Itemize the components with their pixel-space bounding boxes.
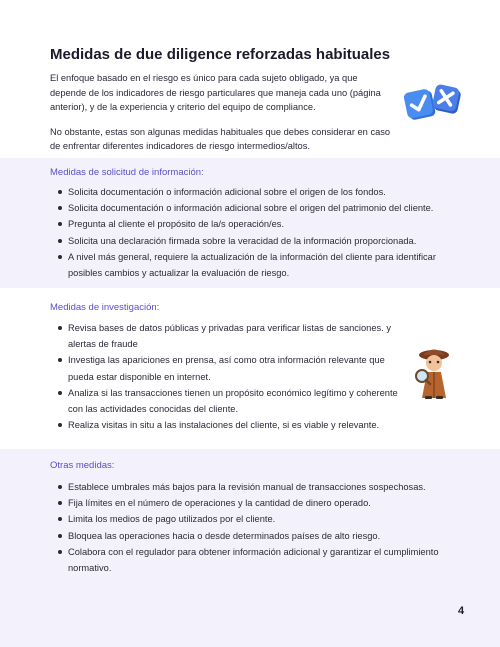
page-title: Medidas de due diligence reforzadas habituales [50,46,391,63]
bullet-list [56,184,466,281]
list-item: Fija límites en el número de operaciones y la cantidad de dinero operado. [56,495,456,511]
check-cross-icon [402,82,464,124]
list-item: Investiga las apariciones en prensa, así como otra información relevante que pueda estar disponible en internet. [56,352,401,384]
list-item: Realiza visitas in situ a las instalaciones del cliente, si es viable y relevante. [56,417,401,433]
list-item: Analiza si las transacciones tienen un propósito económico legítimo y coherente con las actividades conocidas del cliente. [56,385,401,417]
list-item: Bloquea las operaciones hacia o desde determinados países de alto riesgo. [56,528,456,544]
bullet-list [56,320,401,433]
list-item: Limita los medios de pago utilizados por el cliente. [56,511,456,527]
list-item: Solicita documentación o información adicional sobre el origen del patrimonio del cliente. [56,200,466,216]
list-item: Revisa bases de datos públicas y privadas para verificar listas de sanciones. y alertas de fraude [56,320,401,352]
section-heading: Medidas de solicitud de información: [50,167,204,178]
list-item: Colabora con el regulador para obtener información adicional y garantizar el cumplimiento normativo. [56,544,456,576]
list-item: Solicita una declaración firmada sobre la veracidad de la información proporcionada. [56,233,466,249]
section-information-request [0,158,500,288]
list-item: Establece umbrales más bajos para la revisión manual de transacciones sospechosas. [56,479,456,495]
section-other-measures [0,449,500,647]
list-item: Solicita documentación o información adicional sobre el origen de los fondos. [56,184,466,200]
section-heading: Medidas de investigación: [50,302,160,313]
section-heading: Otras medidas: [50,460,115,471]
list-item: A nivel más general, requiere la actualización de la información del cliente para identificar posibles cambios y actualizar la evaluación de riesgo. [56,249,466,281]
intro-text [50,71,395,164]
page-number: 4 [458,605,465,617]
detective-icon [413,346,455,400]
intro-paragraph-1: El enfoque basado en el riesgo es único para cada sujeto obligado, ya que depende de los indicadores de riesgo particulares que maneja cada uno (página anterior), y de la experiencia y criterio del equipo de compliance. [50,73,381,112]
intro-paragraph-2: No obstante, estas son algunas medidas habituales que debes considerar en caso de enfrentar diferentes indicadores de riesgo intermedios/altos. [50,126,391,151]
bullet-list [56,479,456,576]
list-item: Pregunta al cliente el propósito de la/s operación/es. [56,216,466,232]
